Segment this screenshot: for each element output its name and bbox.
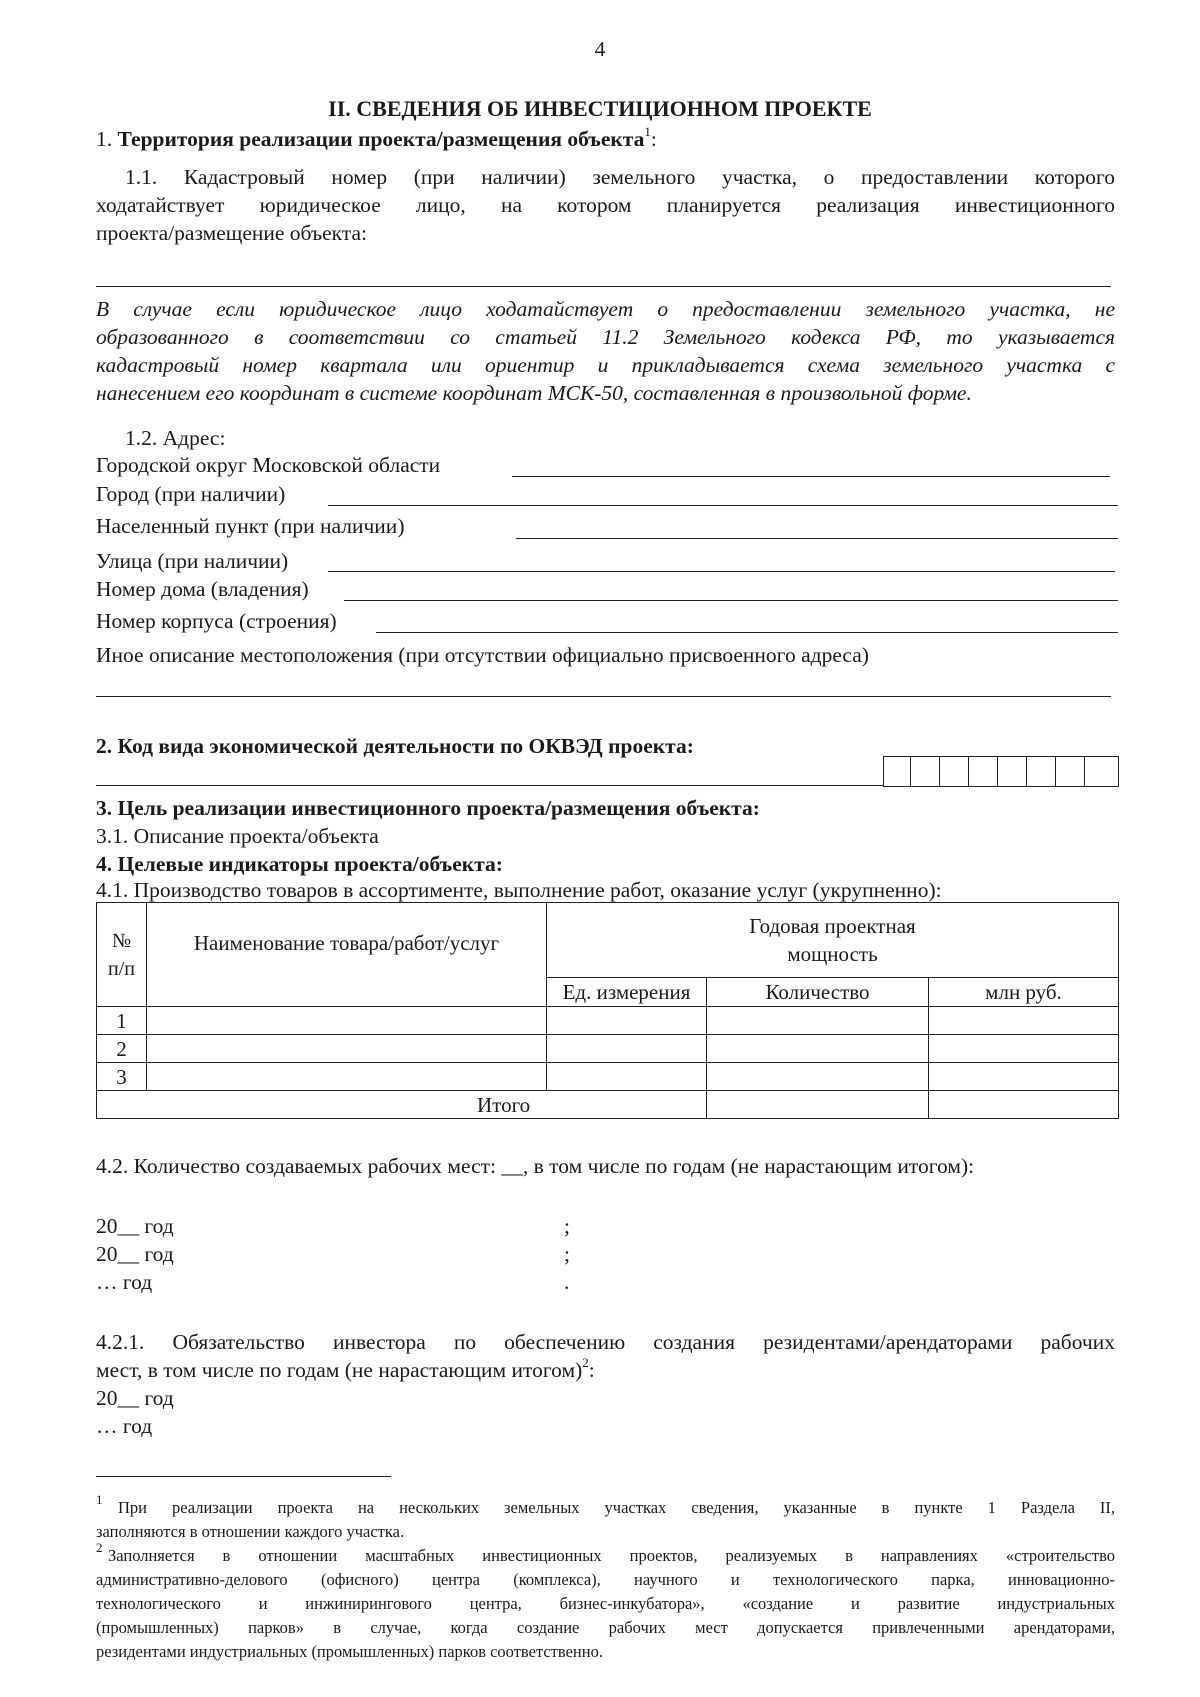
address-input-district[interactable] [512, 476, 1110, 477]
footnote-ref-1: 1 [644, 123, 651, 139]
address-label-house: Номер дома (владения) [96, 577, 309, 601]
footnote-2-mark: 2 [96, 1539, 103, 1555]
table-cell-input[interactable] [547, 1007, 707, 1035]
table-cell-input[interactable] [707, 1091, 929, 1119]
table-header-num: № п/п [97, 903, 147, 1007]
item4-2-year-3-end: . [564, 1270, 570, 1294]
footnote-2-line4: (промышленных) парков» в случае, когда создание рабочих мест допускается привлеченными арендаторами, [96, 1618, 1115, 1637]
item4-2-line: 4.2. Количество создаваемых рабочих мест: __, в том числе по годам (не нарастающим итогом): [96, 1154, 975, 1178]
note-line1: В случае если юридическое лицо ходатайствует о предоставлении земельного участка, не [96, 297, 1115, 321]
table-cell-input[interactable] [929, 1035, 1119, 1063]
page-number: 4 [594, 37, 606, 61]
address-label-district: Городской округ Московской области [96, 453, 441, 477]
table-cell-input[interactable] [147, 1007, 547, 1035]
cadastral-number-field-line[interactable] [96, 286, 1111, 287]
footnote-2-line5: резидентами индустриальных (промышленных) парков соответственно. [96, 1642, 603, 1661]
item4-2-1-line1: 4.2.1. Обязательство инвестора по обеспечению создания резидентами/арендаторами рабочих [96, 1330, 1115, 1354]
okved-code-boxes[interactable] [883, 756, 1119, 787]
address-input-house[interactable] [344, 600, 1118, 601]
address-input-other[interactable] [96, 696, 1111, 697]
table-row: 3 [97, 1063, 1119, 1091]
item3-heading: 3. Цель реализации инвестиционного проекта/размещения объекта: [96, 796, 760, 820]
footnote-ref-2: 2 [582, 1354, 589, 1370]
item4-2-year-3: … год [96, 1270, 153, 1294]
address-input-settlement[interactable] [516, 538, 1118, 539]
footnote-1-line2: заполняются в отношении каждого участка. [96, 1522, 405, 1541]
okved-field-line[interactable] [96, 785, 884, 786]
table-row: 1 [97, 1007, 1119, 1035]
item2-heading: 2. Код вида экономической деятельности по ОКВЭД проекта: [96, 734, 694, 758]
table-header-quantity: Количество [707, 978, 929, 1007]
item4-heading: 4. Целевые индикаторы проекта/объекта: [96, 852, 503, 876]
production-table [96, 902, 1119, 1119]
item4-2-year-1: 20__ год [96, 1214, 174, 1238]
table-header-name: Наименование товара/работ/услуг [147, 903, 547, 1007]
item4-2-1-line2: мест, в том числе по годам (не нарастающим итогом)$^2$: [96, 1354, 595, 1382]
address-input-building[interactable] [376, 632, 1118, 633]
table-header-mln-rub: млн руб. [929, 978, 1119, 1007]
footnote-1-mark: 1 [96, 1491, 103, 1507]
footnote-2-line3: технологического и инжинирингового центра, бизнес-инкубатора», «создание и развитие индустриальных [96, 1594, 1115, 1613]
table-cell-input[interactable] [147, 1035, 547, 1063]
table-cell-input[interactable] [929, 1063, 1119, 1091]
item4-1-label: 4.1. Производство товаров в ассортименте, выполнение работ, оказание услуг (укрупненно): [96, 878, 942, 902]
item4-2-1-year-2: … год [96, 1414, 153, 1438]
table-cell-input[interactable] [707, 1007, 929, 1035]
item1-1-line2: ходатайствует юридическое лицо, на котором планируется реализация инвестиционного [96, 193, 1115, 217]
item4-2-year-1-end: ; [564, 1214, 570, 1238]
table-cell-input[interactable] [547, 1063, 707, 1091]
note-line3: кадастровый номер квартала или ориентир и прикладывается схема земельного участка с [96, 353, 1115, 377]
table-cell-input[interactable] [929, 1007, 1119, 1035]
note-line2: образованного в соответствии со статьей 11.2 Земельного кодекса РФ, то указывается [96, 325, 1115, 349]
table-cell-input[interactable] [547, 1035, 707, 1063]
footnote-2-line1: Заполняется в отношении масштабных инвестиционных проектов, реализуемых в направлениях «строительство [108, 1546, 1115, 1565]
address-label-other: Иное описание местоположения (при отсутствии официально присвоенного адреса) [96, 643, 869, 667]
item4-2-year-2-end: ; [564, 1242, 570, 1266]
table-row: 2 [97, 1035, 1119, 1063]
table-header-capacity: Годовая проектная мощность [547, 903, 1119, 978]
address-label-city: Город (при наличии) [96, 482, 286, 506]
item4-2-year-2: 20__ год [96, 1242, 174, 1266]
table-total-label: Итого [97, 1091, 707, 1119]
table-cell-input[interactable] [929, 1091, 1119, 1119]
address-input-street[interactable] [328, 571, 1115, 572]
section-title: II. СВЕДЕНИЯ ОБ ИНВЕСТИЦИОННОМ ПРОЕКТЕ [328, 96, 872, 121]
footnote-2-line2: административно-делового (офисного) центра (комплекса), научного и технологического парка, инновационно- [96, 1570, 1115, 1589]
address-label-street: Улица (при наличии) [96, 549, 289, 573]
footnote-1-line1: При реализации проекта на нескольких земельных участках сведения, указанные в пункте 1 Раздела II, [118, 1498, 1115, 1517]
table-header-unit: Ед. измерения [547, 978, 707, 1007]
item1-1-line1: 1.1. Кадастровый номер (при наличии) земельного участка, о предоставлении которого [125, 165, 1115, 189]
footnote-separator [96, 1476, 391, 1477]
item1-1-line3: проекта/размещение объекта: [96, 221, 367, 245]
address-label-building: Номер корпуса (строения) [96, 609, 337, 633]
address-label-settlement: Населенный пункт (при наличии) [96, 514, 405, 538]
jobs-count-blank[interactable]: __ [501, 1154, 523, 1178]
item4-2-1-year-1: 20__ год [96, 1386, 174, 1410]
note-line4: нанесением его координат в системе координат МСК-50, составленная в произвольной форме. [96, 381, 972, 405]
table-cell-input[interactable] [707, 1063, 929, 1091]
item3-1-label: 3.1. Описание проекта/объекта [96, 824, 379, 848]
item1-heading: 1. Территория реализации проекта/размещения объекта$^1$: [96, 123, 657, 151]
table-cell-input[interactable] [707, 1035, 929, 1063]
table-total-row [97, 1091, 1119, 1119]
address-input-city[interactable] [328, 505, 1118, 506]
table-cell-input[interactable] [147, 1063, 547, 1091]
address-heading: 1.2. Адрес: [125, 426, 226, 450]
